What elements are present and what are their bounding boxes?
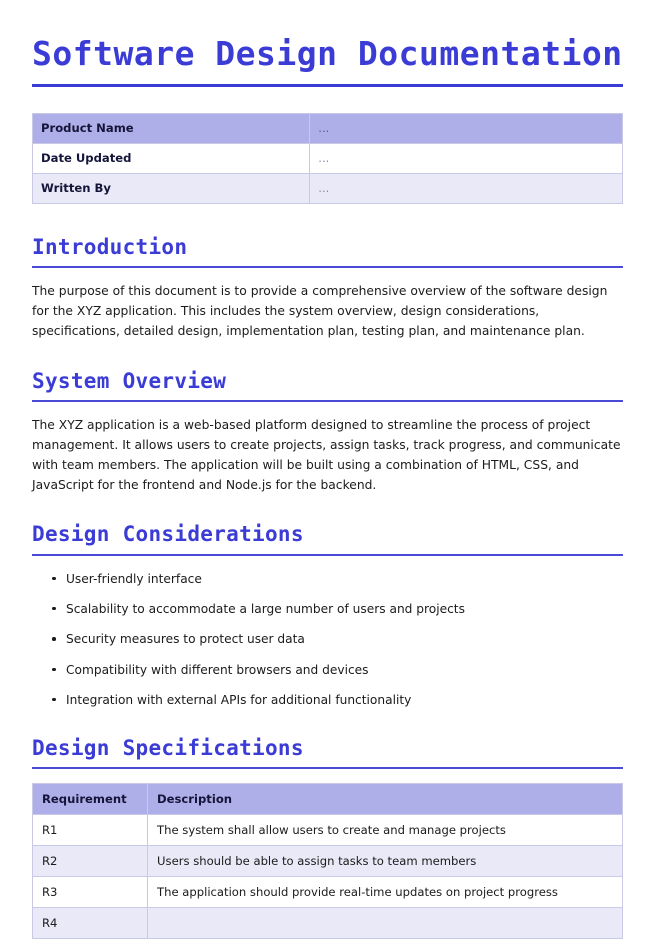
list-item: Compatibility with different browsers and devices xyxy=(52,661,623,679)
meta-label-product-name: Product Name xyxy=(33,113,310,143)
design-considerations-list xyxy=(32,570,623,709)
meta-label-written-by: Written By xyxy=(33,173,310,203)
cell-requirement: R4 xyxy=(33,908,148,939)
table-row xyxy=(33,173,623,203)
table-header-row xyxy=(33,784,623,815)
section-system-overview xyxy=(32,368,623,496)
section-design-specifications xyxy=(32,735,623,939)
table-row xyxy=(33,877,623,908)
meta-value-date-updated[interactable]: ... xyxy=(310,143,623,173)
section-divider xyxy=(32,266,623,268)
cell-requirement: R3 xyxy=(33,877,148,908)
section-body-system-overview: The XYZ application is a web-based platform designed to streamline the process of project management. It allows users to create projects, assign tasks, track progress, and communicate with team members. The application will be built using a combination of HTML, CSS, and JavaScript for the frontend and Node.js for the backend. xyxy=(32,417,621,492)
section-heading-design-considerations: Design Considerations xyxy=(32,522,304,547)
section-heading-system-overview: System Overview xyxy=(32,368,227,393)
column-header-description: Description xyxy=(148,784,623,815)
section-design-considerations xyxy=(32,521,623,709)
table-row xyxy=(33,815,623,846)
table-row xyxy=(33,908,623,939)
cell-description xyxy=(148,908,623,939)
table-row xyxy=(33,846,623,877)
cell-description: Users should be able to assign tasks to team members xyxy=(148,846,623,877)
section-divider xyxy=(32,767,623,769)
meta-value-product-name[interactable]: ... xyxy=(310,113,623,143)
design-specifications-table xyxy=(32,783,623,939)
section-body-introduction: The purpose of this document is to provide a comprehensive overview of the software design for the XYZ application. This includes the system overview, design considerations, specifications, detailed design, implementation plan, testing plan, and maintenance plan. xyxy=(32,283,608,338)
section-introduction xyxy=(32,234,623,342)
list-item: Security measures to protect user data xyxy=(52,630,623,648)
document-meta-table xyxy=(32,113,623,204)
title-divider xyxy=(32,84,623,87)
section-heading-design-specifications: Design Specifications xyxy=(32,736,304,761)
section-divider xyxy=(32,554,623,556)
meta-label-date-updated: Date Updated xyxy=(33,143,310,173)
list-item: User-friendly interface xyxy=(52,570,623,588)
column-header-requirement: Requirement xyxy=(33,784,148,815)
page-title: Software Design Documentation xyxy=(32,34,623,73)
table-row xyxy=(33,143,623,173)
table-row xyxy=(33,113,623,143)
list-item: Integration with external APIs for additional functionality xyxy=(52,691,623,709)
cell-description: The application should provide real-time updates on project progress xyxy=(148,877,623,908)
list-item: Scalability to accommodate a large number of users and projects xyxy=(52,600,623,618)
meta-value-written-by[interactable]: ... xyxy=(310,173,623,203)
section-divider xyxy=(32,400,623,402)
cell-requirement: R1 xyxy=(33,815,148,846)
cell-description: The system shall allow users to create and manage projects xyxy=(148,815,623,846)
section-heading-introduction: Introduction xyxy=(32,234,188,259)
cell-requirement: R2 xyxy=(33,846,148,877)
